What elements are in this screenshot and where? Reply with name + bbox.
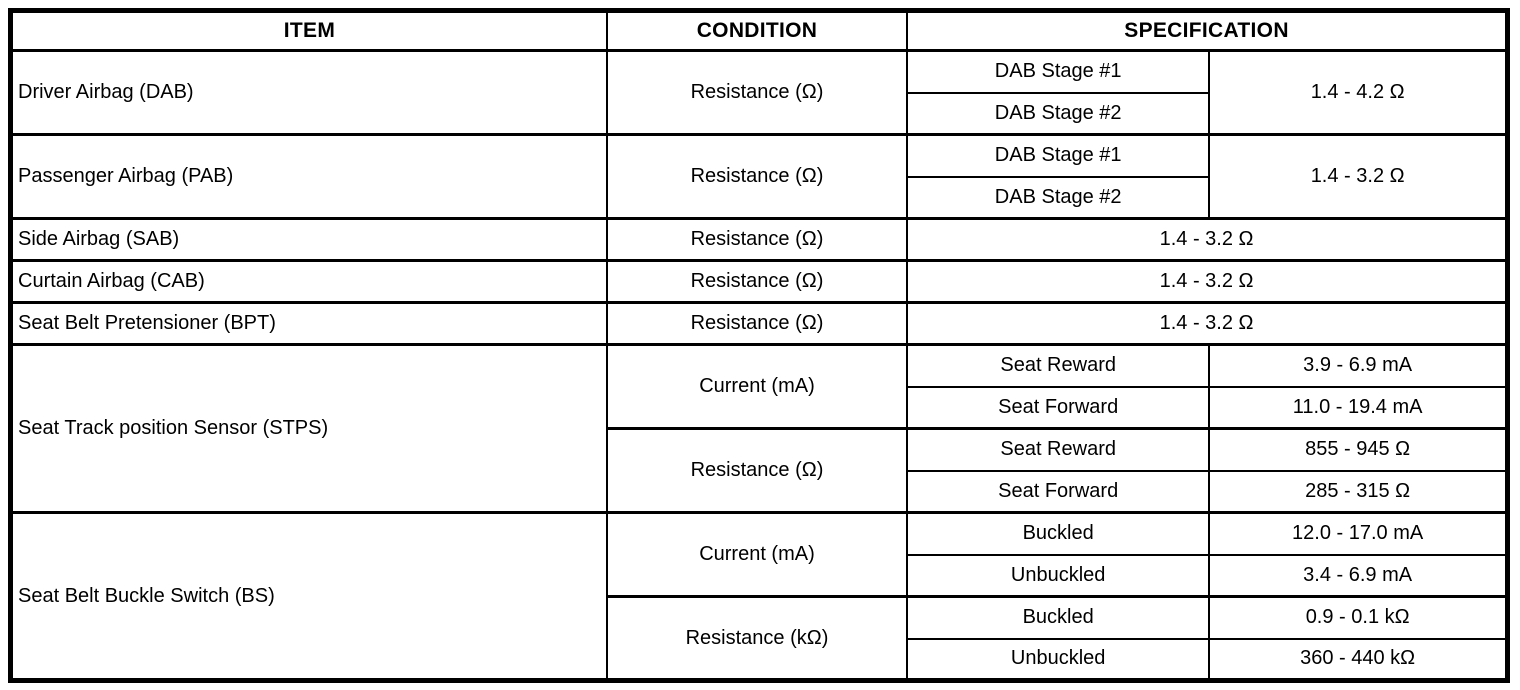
spec-value-cell: 1.4 - 4.2 Ω: [1209, 51, 1507, 135]
spec-value-cell: 1.4 - 3.2 Ω: [907, 219, 1507, 261]
sub-condition-cell: DAB Stage #1: [907, 51, 1209, 93]
table-row: [11, 51, 1508, 93]
item-cell: Passenger Airbag (PAB): [11, 135, 607, 219]
table-row: [11, 219, 1508, 261]
spec-value-cell: 11.0 - 19.4 mA: [1209, 387, 1507, 429]
sub-condition-cell: DAB Stage #2: [907, 93, 1209, 135]
item-cell: Driver Airbag (DAB): [11, 51, 607, 135]
sub-condition-cell: Unbuckled: [907, 639, 1209, 681]
item-cell: Seat Belt Pretensioner (BPT): [11, 303, 607, 345]
sub-condition-cell: Buckled: [907, 597, 1209, 639]
spec-value-cell: 285 - 315 Ω: [1209, 471, 1507, 513]
item-cell: Curtain Airbag (CAB): [11, 261, 607, 303]
header-row: [11, 11, 1508, 51]
sub-condition-cell: Seat Forward: [907, 471, 1209, 513]
spec-value-cell: 3.4 - 6.9 mA: [1209, 555, 1507, 597]
spec-value-cell: 1.4 - 3.2 Ω: [907, 303, 1507, 345]
sub-condition-cell: Unbuckled: [907, 555, 1209, 597]
specification-table: [8, 8, 1510, 683]
table-row: [11, 345, 1508, 387]
spec-value-cell: 3.9 - 6.9 mA: [1209, 345, 1507, 387]
column-header-condition: CONDITION: [607, 11, 907, 51]
table-row: [11, 303, 1508, 345]
item-cell: Seat Belt Buckle Switch (BS): [11, 513, 607, 681]
condition-cell: Current (mA): [607, 345, 907, 429]
item-cell: Seat Track position Sensor (STPS): [11, 345, 607, 513]
condition-cell: Resistance (Ω): [607, 219, 907, 261]
column-header-specification: SPECIFICATION: [907, 11, 1507, 51]
sub-condition-cell: Seat Forward: [907, 387, 1209, 429]
condition-cell: Resistance (kΩ): [607, 597, 907, 681]
spec-value-cell: 12.0 - 17.0 mA: [1209, 513, 1507, 555]
condition-cell: Resistance (Ω): [607, 303, 907, 345]
spec-value-cell: 855 - 945 Ω: [1209, 429, 1507, 471]
sub-condition-cell: Buckled: [907, 513, 1209, 555]
condition-cell: Resistance (Ω): [607, 51, 907, 135]
table-row: [11, 513, 1508, 555]
spec-value-cell: 0.9 - 0.1 kΩ: [1209, 597, 1507, 639]
spec-value-cell: 1.4 - 3.2 Ω: [907, 261, 1507, 303]
condition-cell: Resistance (Ω): [607, 135, 907, 219]
sub-condition-cell: DAB Stage #2: [907, 177, 1209, 219]
condition-cell: Resistance (Ω): [607, 261, 907, 303]
spec-value-cell: 360 - 440 kΩ: [1209, 639, 1507, 681]
column-header-item: ITEM: [11, 11, 607, 51]
spec-value-cell: 1.4 - 3.2 Ω: [1209, 135, 1507, 219]
sub-condition-cell: Seat Reward: [907, 345, 1209, 387]
condition-cell: Current (mA): [607, 513, 907, 597]
item-cell: Side Airbag (SAB): [11, 219, 607, 261]
sub-condition-cell: DAB Stage #1: [907, 135, 1209, 177]
sub-condition-cell: Seat Reward: [907, 429, 1209, 471]
table-row: [11, 261, 1508, 303]
condition-cell: Resistance (Ω): [607, 429, 907, 513]
table-row: [11, 135, 1508, 177]
